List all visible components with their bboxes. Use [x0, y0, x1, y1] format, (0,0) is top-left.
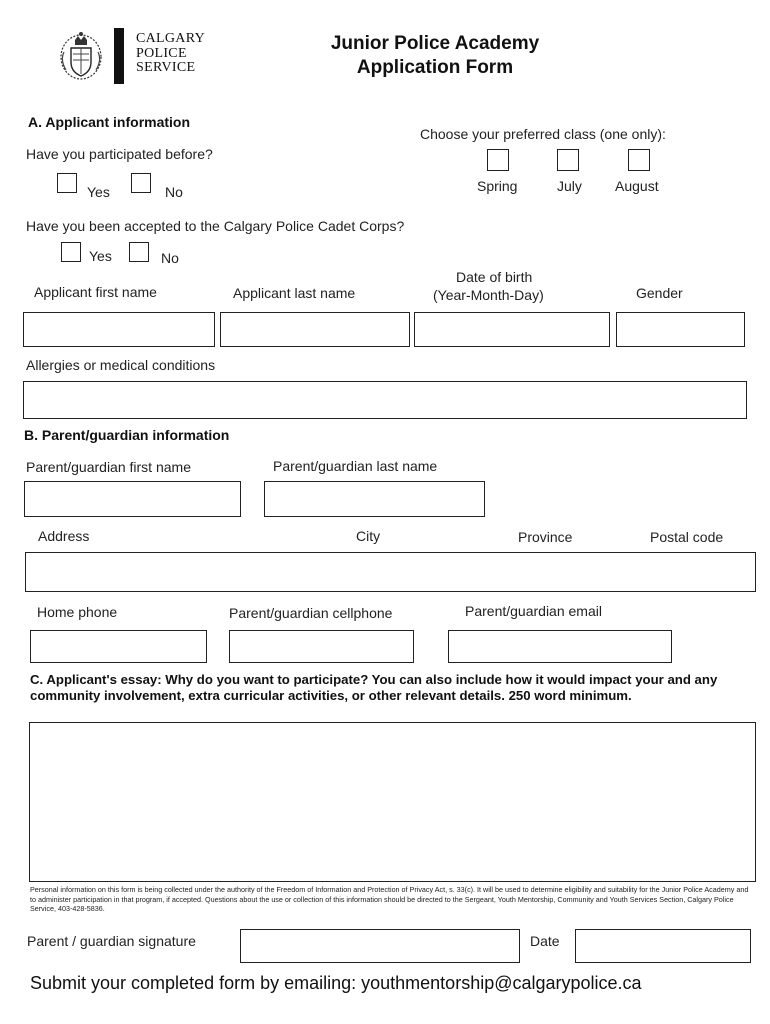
participated-yes-checkbox[interactable]	[57, 173, 77, 193]
class-spring-label: Spring	[477, 178, 518, 194]
guardian-first-name-field[interactable]	[24, 481, 241, 517]
section-b-heading: B. Parent/guardian information	[24, 427, 230, 443]
date-field[interactable]	[575, 929, 751, 963]
allergies-label: Allergies or medical conditions	[26, 357, 216, 373]
cadet-yes-label: Yes	[89, 248, 112, 264]
signature-field[interactable]	[240, 929, 520, 963]
dob-label-line1: Date of birth	[456, 269, 533, 285]
gender-field[interactable]	[616, 312, 745, 347]
gender-label: Gender	[636, 285, 683, 301]
section-a-heading: A. Applicant information	[28, 114, 191, 130]
class-spring-checkbox[interactable]	[487, 149, 509, 171]
guardian-cellphone-field[interactable]	[229, 630, 414, 663]
applicant-first-name-label: Applicant first name	[34, 284, 157, 300]
guardian-email-field[interactable]	[448, 630, 672, 663]
province-label: Province	[518, 529, 573, 545]
privacy-notice: Personal information on this form is being collected under the authority of the Freedom of Information and Protection of Privacy Act, s. 33(c). It will be used to determine eligibility and suitability for the Junior Police Academy and to administer participation in that program, if accepted. Questions about the use or collection of this information should be directed to the Sergeant, Youth Mentorship, Community and Youth Services Section, Calgary Police Service, 403-428-5836.	[30, 885, 749, 913]
logo-divider-bar	[114, 28, 124, 84]
essay-prompt: C. Applicant's essay: Why do you want to participate? You can also include how it would impact your and any community involvement, extra curricular activities, or other relevant details. 250 word minimum.	[30, 672, 718, 703]
applicant-first-name-field[interactable]	[23, 312, 215, 347]
calgary-police-crest-logo	[58, 30, 104, 82]
class-july-checkbox[interactable]	[557, 149, 579, 171]
guardian-first-name-label: Parent/guardian first name	[26, 459, 191, 475]
logo-wordmark: CALGARY POLICE SERVICE	[136, 31, 205, 75]
dob-field[interactable]	[414, 312, 610, 347]
home-phone-label: Home phone	[37, 604, 118, 620]
allergies-field[interactable]	[23, 381, 747, 419]
class-august-label: August	[615, 178, 659, 194]
applicant-last-name-field[interactable]	[220, 312, 410, 347]
class-question: Choose your preferred class (one only):	[420, 126, 666, 142]
applicant-last-name-label: Applicant last name	[233, 285, 356, 301]
class-august-checkbox[interactable]	[628, 149, 650, 171]
participated-no-label: No	[165, 184, 183, 200]
participated-question: Have you participated before?	[26, 146, 213, 162]
guardian-cellphone-label: Parent/guardian cellphone	[229, 605, 393, 621]
signature-label: Parent / guardian signature	[27, 933, 196, 949]
date-label: Date	[530, 933, 560, 949]
guardian-last-name-label: Parent/guardian last name	[273, 458, 438, 474]
title-line-2: Application Form	[356, 57, 514, 78]
cadet-yes-checkbox[interactable]	[61, 242, 81, 262]
city-label: City	[356, 528, 381, 544]
home-phone-field[interactable]	[30, 630, 207, 663]
title-line-1: Junior Police Academy	[330, 33, 540, 54]
form-title	[300, 32, 570, 80]
postal-code-label: Postal code	[650, 529, 724, 545]
submit-instructions: Submit your completed form by emailing: youthmentorship@calgarypolice.ca	[30, 973, 642, 993]
essay-textarea[interactable]	[29, 722, 756, 882]
cadet-no-label: No	[161, 250, 179, 266]
cadet-no-checkbox[interactable]	[129, 242, 149, 262]
dob-label-line2: (Year-Month-Day)	[433, 287, 544, 303]
address-label: Address	[38, 528, 90, 544]
cadet-question: Have you been accepted to the Calgary Police Cadet Corps?	[26, 218, 405, 234]
participated-no-checkbox[interactable]	[131, 173, 151, 193]
class-july-label: July	[557, 178, 582, 194]
guardian-email-label: Parent/guardian email	[465, 603, 602, 619]
participated-yes-label: Yes	[87, 184, 110, 200]
address-field[interactable]	[25, 552, 756, 592]
guardian-last-name-field[interactable]	[264, 481, 485, 517]
